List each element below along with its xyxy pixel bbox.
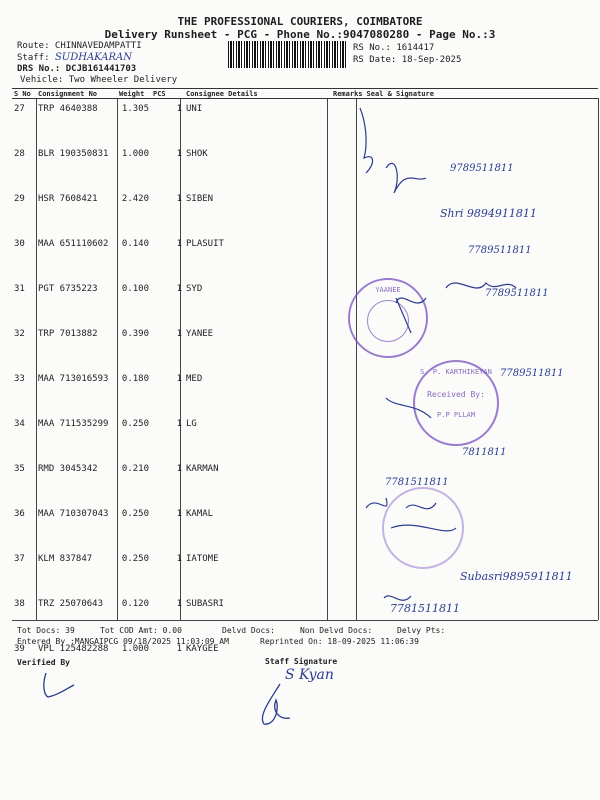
cell-weight: 1.000 [121,149,149,159]
cell-weight: 0.250 [121,419,149,429]
note-row-30: 7789511811 [468,245,532,256]
cell-weight: 0.180 [121,374,149,384]
cell-consignee: KAYGEE [186,644,219,654]
verified-by: Verified By [17,658,70,667]
seal-received: Received By: [427,390,485,399]
table-header [12,89,598,99]
cell-sno: 31 [14,284,25,294]
cell-sno: 29 [14,194,25,204]
cell-sno: 35 [14,464,25,474]
staff-line [17,52,132,63]
cell-weight: 0.390 [121,329,149,339]
cell-sno: 38 [14,599,25,609]
cell-weight: 0.210 [121,464,149,474]
cell-consignment: MAA 710307043 [38,509,109,519]
cell-pcs: 1 [176,284,182,294]
cell-pcs: 1 [176,104,182,114]
note-row-38: Subasri9895911811 [460,570,573,583]
cell-consignment: TRZ 25070643 [38,599,104,609]
cell-consignee: IATOME [186,554,219,564]
col-consignee: Consignee Details [184,89,331,99]
cell-consignee: KARMAN [186,464,219,474]
cell-consignee: SIBEN [186,194,214,204]
cell-consignee: SYD [186,284,203,294]
cell-consignee: LG [186,419,197,429]
note-row-29: Shri 9894911811 [440,207,537,220]
cell-pcs: 1 [176,329,182,339]
note-row-39: 7781511811 [390,602,460,615]
entered-by: Entered By :MANGAIPCG 09/18/2025 11:03:09 AM [17,637,229,646]
cell-consignment: MAA 651110602 [38,239,109,249]
cell-consignment: TRP 4640388 [38,104,98,114]
col-pcs: PCS [151,89,184,99]
cell-consignee: MED [186,374,203,384]
cell-consignment: KLM 837847 [38,554,93,564]
cell-sno: 27 [14,104,25,114]
cell-pcs: 1 [176,554,182,564]
cell-weight: 1.000 [121,644,149,654]
table-bottom-rule [12,620,598,621]
barcode [228,41,348,68]
seal-text: S. P. KARTHIKEYAN [420,368,492,376]
col-remarks: Remarks [333,89,363,98]
cell-weight: 0.140 [121,239,149,249]
cell-pcs: 1 [176,149,182,159]
cell-consignee: YANEE [186,329,214,339]
cell-consignee: SHOK [186,149,208,159]
cell-pcs: 1 [176,644,182,654]
staff-signature-label: Staff Signature [265,657,338,666]
staff-label: Staff: [17,53,50,63]
cell-sno: 28 [14,149,25,159]
vehicle: Vehicle: Two Wheeler Delivery [20,75,178,85]
company-name: THE PROFESSIONAL COURIERS, COIMBATORE [177,15,423,28]
signature-scribbles [356,98,598,620]
cell-consignment: TRP 7013882 [38,329,98,339]
cell-consignee: KAMAL [186,509,214,519]
cell-weight: 1.305 [121,104,149,114]
cell-consignment: MAA 711535299 [38,419,109,429]
cell-consignment: HSR 7608421 [38,194,98,204]
cell-consignment: BLR 190350831 [38,149,109,159]
cell-sno: 34 [14,419,25,429]
cell-pcs: 1 [176,419,182,429]
seal-place: P.P PLLAM [437,411,475,419]
cell-weight: 0.250 [121,509,149,519]
note-row-33: 7789511811 [500,368,564,379]
cell-weight: 2.420 [121,194,149,204]
cell-sno: 37 [14,554,25,564]
delivery-points: Delvy Pts: [397,626,446,635]
col-seal: Seal & Signature [365,89,598,99]
cell-pcs: 1 [176,599,182,609]
cell-consignment: PGT 6735223 [38,284,98,294]
runsheet-title: Delivery Runsheet - PCG - Phone No.:9047080280 - Page No.:3 [104,28,496,41]
cell-consignee: PLASUIT [186,239,224,249]
cell-sno: 30 [14,239,25,249]
col-rule [598,98,599,620]
cell-pcs: 1 [176,239,182,249]
non-delivered-docs: Non Delvd Docs: [300,626,373,635]
col-sno: S No [12,89,36,99]
cell-consignment: RMD 3045342 [38,464,98,474]
cell-pcs: 1 [176,194,182,204]
cell-consignee: UNI [186,104,203,114]
total-docs: Tot Docs: 39 [17,626,75,635]
seal-text: YAANEE [375,286,401,294]
cell-weight: 0.250 [121,554,149,564]
cell-consignment: MAA 713016593 [38,374,109,384]
cell-sno: 39 [14,644,25,654]
note-row-31: 7789511811 [485,288,549,299]
cell-pcs: 1 [176,464,182,474]
route: Route: CHINNAVEDAMPATTI [17,41,142,51]
cell-weight: 0.120 [121,599,149,609]
cell-weight: 0.100 [121,284,149,294]
verified-signature [30,665,90,705]
reprinted-on: Reprinted On: 18-09-2025 11:06:39 [260,637,419,646]
staff-signature: S Kyan [285,667,334,683]
staff-name: SUDHAKARAN [54,52,132,63]
cell-sno: 33 [14,374,25,384]
cell-sno: 32 [14,329,25,339]
rs-date: RS Date: 18-Sep-2025 [353,55,462,65]
cell-consignment: VPL 125482288 [38,644,109,654]
note-row-36: 7781511811 [385,477,449,488]
cell-consignee: SUBASRI [186,599,224,609]
delivered-docs: Delvd Docs: [222,626,275,635]
cell-pcs: 1 [176,374,182,384]
total-cod: Tot COD Amt: 0.00 [100,626,182,635]
drs-number: DRS No.: DCJB161441703 [17,64,137,74]
rs-number: RS No.: 1614417 [353,43,435,53]
note-row-35: 7811811 [462,447,507,458]
cell-sno: 36 [14,509,25,519]
cell-pcs: 1 [176,509,182,519]
staff-signature-scribble [250,680,330,730]
col-weight: Weight [117,89,151,99]
col-consignment: Consignment No [36,89,117,99]
note-row-28: 9789511811 [450,163,514,174]
